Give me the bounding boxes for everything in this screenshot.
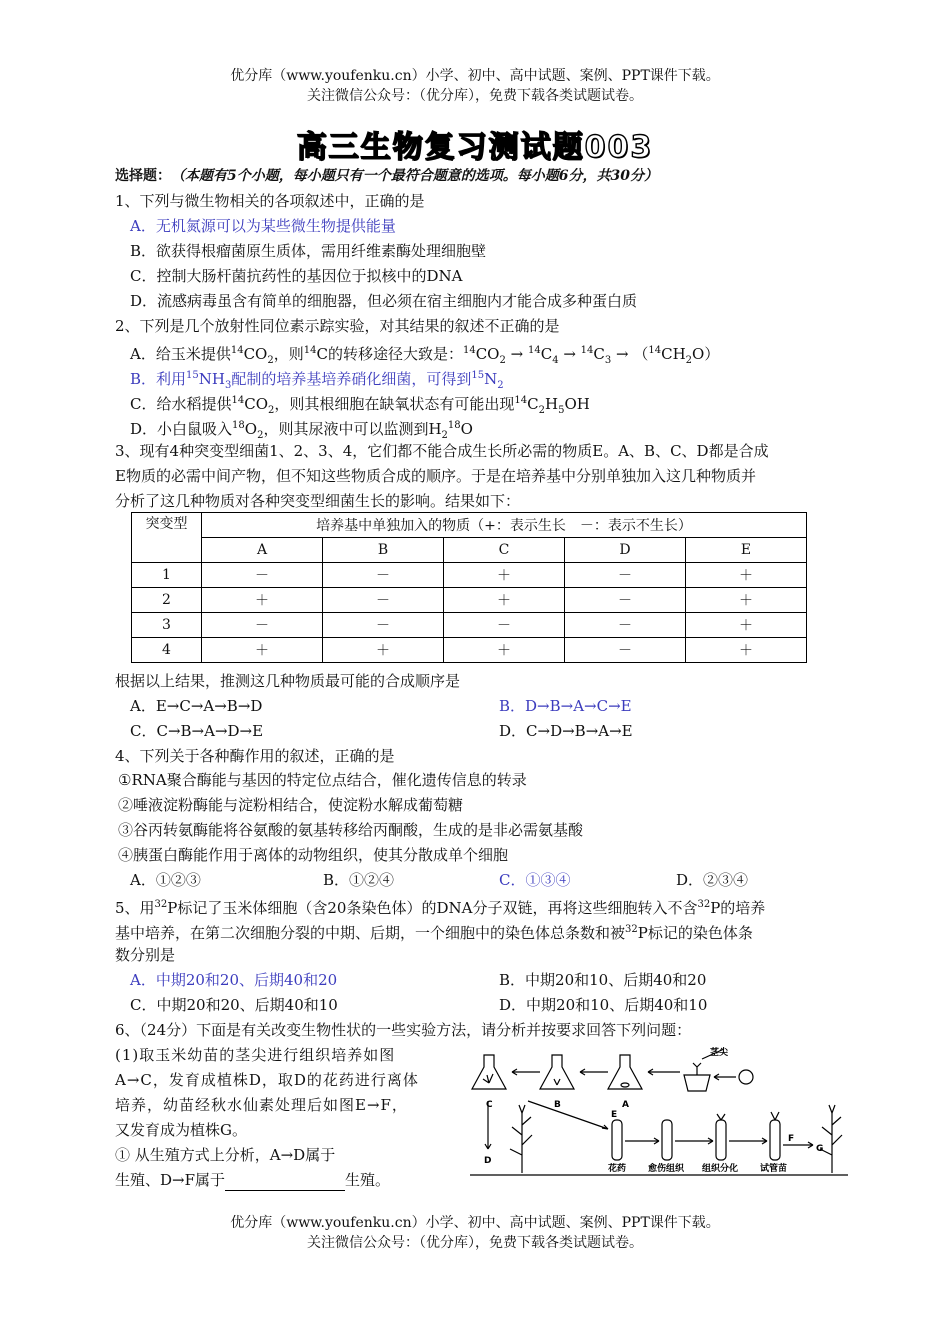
tube-diff bbox=[716, 1114, 726, 1160]
header-line-1: 优分库（www.youfenku.cn）小学、初中、高中试题、案例、PPT课件下载。 bbox=[230, 68, 720, 84]
q6-text-2: A→C，发育成植株D，取D的花药进行离体 bbox=[115, 1071, 419, 1089]
q4-statement-3: ③谷丙转氨酶能将谷氨酸的氨基转移给丙酮酸，生成的是非必需氨基酸 bbox=[118, 821, 584, 839]
table-col-header: E bbox=[686, 538, 807, 563]
q3-option-c: C．C→B→A→D→E bbox=[130, 722, 264, 740]
q6-text-1: (1)取玉米幼苗的茎尖进行组织培养如图 bbox=[115, 1046, 396, 1064]
q4-option-c: C．①③④ bbox=[499, 871, 571, 889]
q5-option-b: B．中期20和10、后期40和20 bbox=[499, 971, 707, 989]
table-row: 3 － － － － ＋ bbox=[132, 613, 807, 638]
q3-stem-1: 3、现有4种突变型细菌1、2、3、4，它们都不能合成生长所必需的物质E。A、B、C、D都是合成 bbox=[115, 442, 769, 460]
label-g: G bbox=[816, 1144, 824, 1154]
q4-statement-4: ④胰蛋白酶能作用于离体的动物组织，使其分散成单个细胞 bbox=[118, 846, 509, 864]
page-title: 高三生物复习测试题003 bbox=[296, 130, 654, 165]
label-pollen: 花药 bbox=[608, 1164, 627, 1174]
table-col-header: D bbox=[565, 538, 686, 563]
flask-b bbox=[540, 1055, 574, 1089]
q3-option-d: D．C→D→B→A→E bbox=[499, 722, 633, 740]
label-d: D bbox=[484, 1156, 492, 1166]
table-col-header: B bbox=[323, 538, 444, 563]
table-row: 2 ＋ － ＋ － ＋ bbox=[132, 588, 807, 613]
q6-text-6: 生殖、D→F属于 生殖。 bbox=[115, 1171, 391, 1189]
q6-text-3: 培养，幼苗经秋水仙素处理后如图E→F， bbox=[115, 1096, 408, 1114]
q2-option-c: C．给水稻提供$^{14}CO_2$，则其根细胞在缺氧状态有可能出现$^{14}C_2H_5OH$ bbox=[130, 395, 590, 416]
q6-text-4: 又发育成为植株G。 bbox=[115, 1121, 247, 1139]
q2-option-b: B．利用$^{15}NH_3$配制的培养基培养硝化细菌，可得到$^{15}N_2$ bbox=[130, 370, 504, 391]
q6-text-5: ① 从生殖方式上分析，A→D属于 bbox=[115, 1146, 336, 1164]
q1-option-c: C．控制大肠杆菌抗药性的基因位于拟核中的DNA bbox=[130, 267, 463, 285]
footer-line-1: 优分库（www.youfenku.cn）小学、初中、高中试题、案例、PPT课件下载。 bbox=[230, 1215, 720, 1231]
q5-option-d: D．中期20和10、后期40和10 bbox=[499, 996, 708, 1014]
q1-stem: 1、下列与微生物相关的各项叙述中，正确的是 bbox=[115, 192, 425, 210]
q4-option-d: D．②③④ bbox=[676, 871, 749, 889]
q2-stem: 2、下列是几个放射性同位素示踪实验，对其结果的叙述不正确的是 bbox=[115, 317, 560, 335]
tube-pollen bbox=[612, 1120, 622, 1160]
q3-stem-2: E物质的必需中间产物，但不知这些物质合成的顺序。于是在培养基中分别单独加入这几种物质并 bbox=[115, 467, 756, 485]
label-diff: 组织分化 bbox=[702, 1164, 739, 1174]
q5-option-a: A．中期20和20、后期40和20 bbox=[130, 971, 338, 989]
q2-option-d: D．小白鼠吸入$^{18}O_2$，则其尿液中可以监测到$H_2^{18}O$ bbox=[130, 420, 473, 441]
q4-option-a: A．①②③ bbox=[130, 871, 201, 889]
flask-a bbox=[608, 1055, 642, 1089]
label-b: B bbox=[554, 1100, 561, 1110]
table-row: 4 ＋ ＋ ＋ － ＋ bbox=[132, 638, 807, 663]
results-table bbox=[131, 512, 807, 663]
label-stem: 茎尖 bbox=[710, 1048, 729, 1058]
tube-callus bbox=[662, 1120, 672, 1160]
q4-option-b: B．①②④ bbox=[323, 871, 395, 889]
label-callus: 愈伤组织 bbox=[648, 1164, 685, 1174]
q5-stem-3: 数分别是 bbox=[115, 946, 176, 964]
q6-stem: 6、（24分）下面是有关改变生物性状的一些实验方法，请分析并按要求回答下列问题： bbox=[115, 1021, 692, 1039]
q5-stem-2: 基中培养，在第二次细胞分裂的中期、后期，一个细胞中的染色体总条数和被$^{32}$P标记的染色体条 bbox=[115, 924, 753, 942]
section-note: （本题有5个小题，每小题只有一个最符合题意的选项。每小题6分，共30分） bbox=[171, 168, 658, 184]
footer-line-2: 关注微信公众号：（优分库），免费下载各类试题试卷。 bbox=[307, 1235, 643, 1251]
header-line-2: 关注微信公众号：（优分库），免费下载各类试题试卷。 bbox=[307, 88, 643, 104]
label-c: C bbox=[486, 1100, 493, 1110]
answer-blank[interactable] bbox=[225, 1176, 345, 1191]
table-row: 1 － － ＋ － ＋ bbox=[132, 563, 807, 588]
label-e: E bbox=[611, 1110, 618, 1120]
label-seedling: 试管苗 bbox=[760, 1164, 788, 1174]
label-f: F bbox=[788, 1134, 795, 1144]
q3-option-b: B．D→B→A→C→E bbox=[499, 697, 632, 715]
table-col-header: C bbox=[444, 538, 565, 563]
q5-option-c: C．中期20和20、后期40和10 bbox=[130, 996, 338, 1014]
q2-option-a: A．给玉米提供$^{14}CO_2$，则$^{14}$C的转移途径大致是：$^{14}CO_2 \to ^{14}C_4 \to ^{14}C_3 \to (^{14}CH_2O)$ bbox=[130, 345, 720, 366]
plant-g bbox=[820, 1105, 842, 1173]
q3-stem-3: 分析了这几种物质对各种突变型细菌生长的影响。结果如下： bbox=[115, 492, 521, 510]
label-a: A bbox=[622, 1100, 629, 1110]
table-header-mutant: 突变型 bbox=[132, 513, 202, 563]
q1-option-a: A．无机氮源可以为某些微生物提供能量 bbox=[130, 217, 396, 235]
flask-c bbox=[472, 1055, 506, 1089]
plant-d bbox=[510, 1105, 532, 1173]
q5-stem-1: 5、用$^{32}$P标记了玉米体细胞（含20条染色体）的DNA分子双链，再将这些细胞转入不含$^{32}$P的培养 bbox=[115, 899, 766, 917]
q3-after: 根据以上结果，推测这几种物质最可能的合成顺序是 bbox=[115, 672, 461, 690]
q4-stem: 4、下列关于各种酶作用的叙述，正确的是 bbox=[115, 747, 395, 765]
q3-option-a: A．E→C→A→B→D bbox=[130, 697, 263, 715]
table-col-header: A bbox=[202, 538, 323, 563]
q1-option-b: B．欲获得根瘤菌原生质体，需用纤维素酶处理细胞壁 bbox=[130, 242, 487, 260]
q1-option-d: D．流感病毒虽含有简单的细胞器，但必须在宿主细胞内才能合成多种蛋白质 bbox=[130, 292, 638, 310]
tube-seedling bbox=[770, 1112, 780, 1160]
section-label: 选择题： bbox=[115, 168, 171, 184]
table-header-substance: 培养基中单独加入的物质（+：表示生长 －：表示不生长） bbox=[202, 513, 807, 538]
q4-statement-1: ①RNA聚合酶能与基因的特定位点结合，催化遗传信息的转录 bbox=[118, 771, 527, 789]
tissue-culture-figure bbox=[470, 1045, 848, 1180]
section-heading bbox=[115, 165, 658, 187]
q4-statement-2: ②唾液淀粉酶能与淀粉相结合，使淀粉水解成葡萄糖 bbox=[118, 796, 464, 814]
